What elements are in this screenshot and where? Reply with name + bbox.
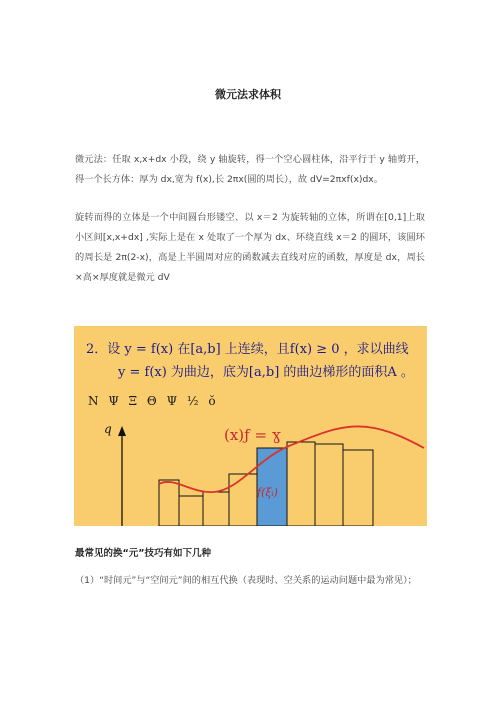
paragraph-rotation-solid: 旋转而得的立体是一个中间圆台形镂空、以 x＝2 为旋转轴的立体，所谓在[0,1]上取小区间[x,x+dx] ,实际上是在 x 处取了一个厚为 dx、环绕直线 x＝2 的圆环，该圆环的周长是 2π(2-x)，高是上半圆周对应的函数减去直线对应的函数，厚度是 dx，周长×高×厚度就是微元 dV [75, 212, 425, 283]
riemann-rect-3 [203, 492, 229, 526]
riemann-rect-1 [159, 480, 179, 526]
paragraph-microelement-method: 微元法：任取 x,x+dx 小段，绕 y 轴旋转，得一个空心圆柱体，沿平行于 y 轴剪开，得一个长方体：厚为 dx,宽为 f(x),长 2πx(圆的周长），故 dV=2πxf(x)dx。 [75, 154, 425, 185]
figure-partial-line: N Ψ Ξ Θ Ψ ½ ŏ [88, 394, 219, 408]
riemann-rect-8 [343, 450, 373, 526]
riemann-sum-figure [74, 326, 427, 526]
figure-line-2: y = f(x) 为曲边，底为[a,b] 的曲边梯形的面积A 。 [118, 365, 414, 380]
curve-label: (x)ƒ = ɣ [224, 426, 281, 444]
y-axis-arrow [118, 426, 126, 436]
riemann-rect-6 [287, 442, 315, 526]
y-axis-label: q [104, 422, 112, 436]
figure-line-1: 2．设 y = f(x) 在[a,b] 上连续，且f(x) ≥ 0 ，求以曲线 [86, 342, 409, 357]
bar-label: f(ξᵢ) [257, 486, 278, 499]
riemann-rect-7 [315, 444, 343, 526]
list-item-time-space: （1）“时间元”与“空间元”间的相互代换（表现时、空关系的运动问题中最为常见）； [75, 575, 417, 586]
riemann-rect-2 [179, 496, 203, 526]
section-heading: 最常见的换“元”技巧有如下几种 [75, 548, 211, 559]
page-title: 微元法求体积 [215, 88, 281, 101]
curve-f [159, 426, 424, 492]
riemann-rect-4 [229, 474, 257, 526]
